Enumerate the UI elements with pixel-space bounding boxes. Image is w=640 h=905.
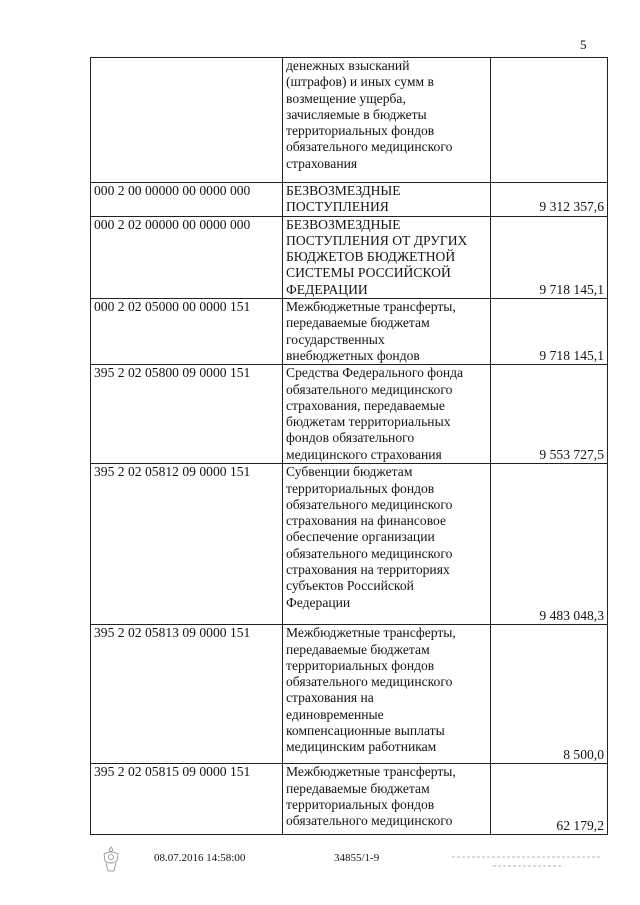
budget-name-cell bbox=[283, 365, 491, 464]
budget-code-cell: 000 2 02 00000 00 0000 000 bbox=[91, 216, 283, 298]
budget-name-line: фондов обязательного bbox=[286, 430, 415, 446]
footer-document-id: 34855/1-9 bbox=[334, 852, 380, 864]
budget-code-cell: 000 2 02 05000 00 0000 151 bbox=[91, 299, 283, 365]
budget-amount-cell: 9 483 048,3 bbox=[491, 464, 608, 625]
table-row bbox=[91, 464, 608, 625]
table-row bbox=[91, 216, 608, 298]
budget-code-cell: 395 2 02 05812 09 0000 151 bbox=[91, 464, 283, 625]
budget-table bbox=[90, 57, 608, 835]
budget-table-body bbox=[91, 58, 608, 835]
budget-name-line: БЮДЖЕТОВ БЮДЖЕТНОЙ bbox=[286, 249, 456, 265]
budget-name-line: БЕЗВОЗМЕЗДНЫЕ bbox=[286, 216, 401, 232]
footer-datetime: 08.07.2016 14:58:00 bbox=[154, 852, 246, 864]
budget-name-line: передаваемые бюджетам bbox=[286, 315, 430, 331]
budget-amount-cell: 8 500,0 bbox=[491, 625, 608, 764]
budget-name-line: обязательного медицинского bbox=[286, 381, 453, 397]
budget-name-cell bbox=[283, 625, 491, 764]
budget-name-line: территориальных фондов bbox=[286, 480, 435, 496]
budget-name-line: единовременные bbox=[286, 706, 384, 722]
budget-name-line: БЕЗВОЗМЕЗДНЫЕ bbox=[286, 183, 401, 198]
budget-name-line: (штрафов) и иных сумм в bbox=[286, 74, 434, 90]
budget-amount-cell: 9 718 145,1 bbox=[491, 216, 608, 298]
budget-code-cell: 395 2 02 05813 09 0000 151 bbox=[91, 625, 283, 764]
table-row bbox=[91, 365, 608, 464]
budget-name-line: ПОСТУПЛЕНИЯ bbox=[286, 199, 389, 215]
budget-name-line: территориальных фондов bbox=[286, 657, 435, 673]
budget-code-cell: 395 2 02 05800 09 0000 151 bbox=[91, 365, 283, 464]
budget-code-cell: 000 2 00 00000 00 0000 000 bbox=[91, 183, 283, 217]
budget-name-line: страхования на финансовое bbox=[286, 513, 447, 529]
budget-code-cell: 395 2 02 05815 09 0000 151 bbox=[91, 764, 283, 835]
budget-amount-cell bbox=[491, 58, 608, 183]
budget-amount-cell: 9 718 145,1 bbox=[491, 299, 608, 365]
budget-name-cell bbox=[283, 58, 491, 183]
budget-name-line: субъектов Российской bbox=[286, 578, 414, 594]
budget-name-line: территориальных фондов bbox=[286, 123, 435, 139]
table-row bbox=[91, 299, 608, 365]
budget-name-cell bbox=[283, 216, 491, 298]
budget-amount-cell: 9 553 727,5 bbox=[491, 365, 608, 464]
budget-name-line: ПОСТУПЛЕНИЯ ОТ ДРУГИХ bbox=[286, 232, 468, 248]
budget-name-line: страхования на территориях bbox=[286, 562, 450, 578]
budget-amount-cell: 62 179,2 bbox=[491, 764, 608, 835]
table-row bbox=[91, 625, 608, 764]
budget-name-line: обязательного медицинского bbox=[286, 496, 453, 512]
table-row bbox=[91, 764, 608, 835]
budget-name-line: Средства Федерального фонда bbox=[286, 365, 464, 381]
budget-name-line: страхования, передаваемые bbox=[286, 397, 445, 413]
faded-stamp-icon bbox=[448, 852, 618, 872]
page-number: 5 bbox=[580, 37, 587, 52]
budget-name-line: территориальных фондов bbox=[286, 796, 435, 812]
budget-name-line: внебюджетных фондов bbox=[286, 347, 420, 363]
budget-name-line: Межбюджетные трансферты, bbox=[286, 299, 456, 315]
table-row bbox=[91, 183, 608, 217]
budget-name-line: передаваемые бюджетам bbox=[286, 641, 430, 657]
budget-name-line: возмещение ущерба, bbox=[286, 90, 406, 106]
budget-name-line: медицинского страхования bbox=[286, 446, 442, 462]
budget-name-line: компенсационные выплаты bbox=[286, 723, 445, 739]
budget-name-line: Федерации bbox=[286, 594, 351, 610]
budget-name-line: государственных bbox=[286, 331, 385, 347]
budget-name-line: обязательного медицинского bbox=[286, 139, 453, 155]
budget-name-line: обязательного медицинского bbox=[286, 813, 453, 829]
budget-name-line: Межбюджетные трансферты, bbox=[286, 764, 456, 780]
budget-name-line: передаваемые бюджетам bbox=[286, 780, 430, 796]
table-row bbox=[91, 58, 608, 183]
budget-amount-cell: 9 312 357,6 bbox=[491, 183, 608, 217]
budget-name-line: медицинским работникам bbox=[286, 739, 437, 755]
budget-name-line: СИСТЕМЫ РОССИЙСКОЙ bbox=[286, 265, 451, 281]
budget-name-cell bbox=[283, 299, 491, 365]
budget-name-line: страхования на bbox=[286, 690, 374, 706]
budget-name-cell bbox=[283, 183, 491, 217]
budget-name-line: обязательного медицинского bbox=[286, 545, 453, 561]
emblem-icon bbox=[100, 845, 122, 875]
budget-name-line: ФЕДЕРАЦИИ bbox=[286, 281, 368, 297]
budget-name-cell bbox=[283, 764, 491, 835]
budget-name-line: Межбюджетные трансферты, bbox=[286, 625, 456, 641]
budget-name-line: Субвенции бюджетам bbox=[286, 464, 413, 480]
budget-name-line: бюджетам территориальных bbox=[286, 414, 451, 430]
budget-name-line: зачисляемые в бюджеты bbox=[286, 106, 427, 122]
budget-name-cell bbox=[283, 464, 491, 625]
budget-name-line: денежных взысканий bbox=[286, 58, 410, 73]
budget-name-line: страхования bbox=[286, 155, 358, 171]
budget-name-line: обеспечение организации bbox=[286, 529, 435, 545]
budget-name-line: обязательного медицинского bbox=[286, 674, 453, 690]
budget-code-cell bbox=[91, 58, 283, 183]
